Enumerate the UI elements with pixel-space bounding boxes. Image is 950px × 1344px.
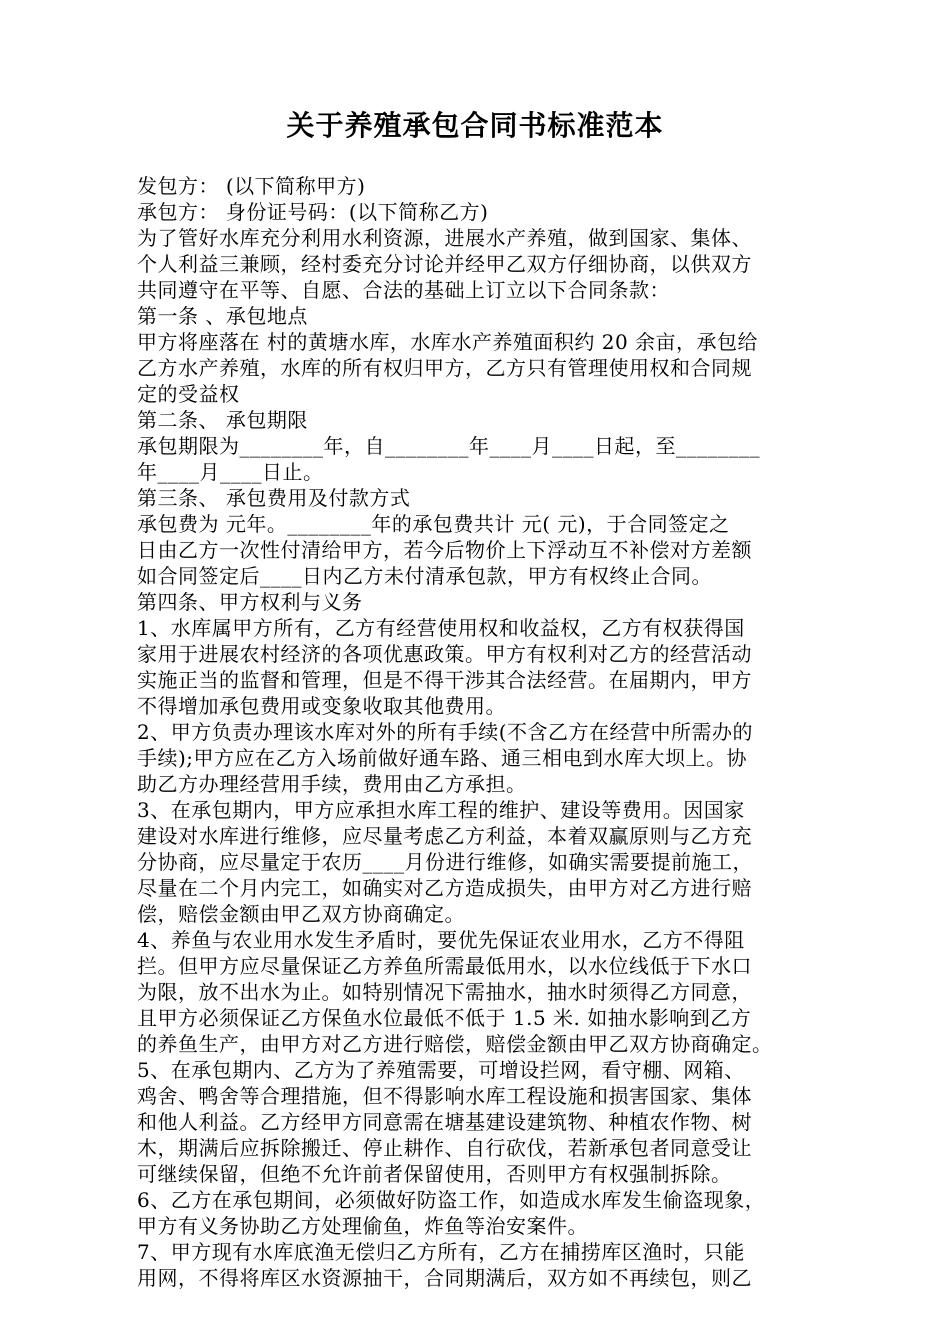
text-line: 为限，放不出水为止。如特别情况下需抽水，抽水时须得乙方同意， <box>137 980 752 1004</box>
text-line: 的养鱼生产，由甲方对乙方进行赔偿，赔偿金额由甲乙双方协商确定。 <box>137 1032 773 1056</box>
text-line: 偿，赔偿金额由甲乙双方协商确定。 <box>137 902 465 926</box>
text-line: 6、乙方在承包期间，必须做好防盗工作，如造成水库发生偷盗现象， <box>137 1188 766 1212</box>
text-line: 实施正当的监督和管理，但是不得干涉其合法经营。在届期内，甲方 <box>137 668 752 692</box>
text-line: 年____月____日止。 <box>137 460 324 484</box>
text-line: 5、在承包期内、乙方为了养殖需要，可增设拦网，看守棚、网箱、 <box>137 1058 745 1082</box>
text-line: 承包费为 元年。________年的承包费共计 元( 元)，于合同签定之 <box>137 512 730 536</box>
text-line: 发包方： (以下简称甲方) <box>137 174 366 198</box>
text-line: 定的受益权 <box>137 382 240 406</box>
text-line: 甲方将座落在 村的黄塘水库，水库水产养殖面积约 20 余亩，承包给 <box>137 330 759 354</box>
text-line: 1、水库属甲方所有，乙方有经营使用权和收益权，乙方有权获得国 <box>137 616 745 640</box>
text-line: 和他人利益。乙方经甲方同意需在塘基建设建筑物、种植农作物、树 <box>137 1110 752 1134</box>
text-line: 为了管好水库充分利用水利资源，进展水产养殖，做到国家、集体、 <box>137 226 752 250</box>
text-line: 木，期满后应拆除搬迁、停止耕作、自行砍伐，若新承包者同意受让 <box>137 1136 752 1160</box>
text-line: 尽量在二个月内完工，如确实对乙方造成损失，由甲方对乙方进行赔 <box>137 876 752 900</box>
text-line: 助乙方办理经营用手续，费用由乙方承担。 <box>137 772 527 796</box>
text-line: 分协商，应尽量定于农历____月份进行维修，如确实需要提前施工， <box>137 850 753 874</box>
text-line: 日由乙方一次性付清给甲方，若今后物价上下浮动互不补偿对方差额 <box>137 538 752 562</box>
text-line: 第四条、甲方权利与义务 <box>137 590 363 614</box>
text-line: 且甲方必须保证乙方保鱼水位最低不低于 1.5 米. 如抽水影响到乙方 <box>137 1006 752 1030</box>
text-line: 用网，不得将库区水资源抽干，合同期满后，双方如不再续包，则乙 <box>137 1266 752 1290</box>
text-line: 个人利益三兼顾，经村委充分讨论并经甲乙双方仔细协商，以供双方 <box>137 252 752 276</box>
text-line: 不得增加承包费用或变象收取其他费用。 <box>137 694 506 718</box>
text-line: 家用于进展农村经济的各项优惠政策。甲方有权利对乙方的经营活动 <box>137 642 752 666</box>
text-line: 鸡舍、鸭舍等合理措施，但不得影响水库工程设施和损害国家、集体 <box>137 1084 752 1108</box>
text-line: 第二条、 承包期限 <box>137 408 308 432</box>
text-line: 第三条、 承包费用及付款方式 <box>137 486 411 510</box>
text-line: 承包期限为________年，自________年____月____日起，至________ <box>137 434 760 458</box>
text-line: 乙方水产养殖，水库的所有权归甲方，乙方只有管理使用权和合同规 <box>137 356 752 380</box>
text-line: 3、在承包期内，甲方应承担水库工程的维护、建设等费用。因国家 <box>137 798 745 822</box>
document-body <box>137 173 817 1291</box>
text-line: 可继续保留，但绝不允许前者保留使用，否则甲方有权强制拆除。 <box>137 1162 732 1186</box>
document-title: 关于养殖承包合同书标准范本 <box>286 109 664 142</box>
text-line: 第一条 、承包地点 <box>137 304 308 328</box>
text-line: 拦。但甲方应尽量保证乙方养鱼所需最低用水，以水位线低于下水口 <box>137 954 752 978</box>
text-line: 甲方有义务协助乙方处理偷鱼，炸鱼等治安案件。 <box>137 1214 588 1238</box>
text-line: 手续);甲方应在乙方入场前做好通车路、通三相电到水库大坝上。协 <box>137 746 748 770</box>
text-line: 承包方： 身份证号码：(以下简称乙方) <box>137 200 489 224</box>
text-line: 4、养鱼与农业用水发生矛盾时，要优先保证农业用水，乙方不得阻 <box>137 928 745 952</box>
text-line: 7、甲方现有水库底渔无偿归乙方所有，乙方在捕捞库区渔时，只能 <box>137 1240 745 1264</box>
text-line: 共同遵守在平等、自愿、合法的基础上订立以下合同条款： <box>137 278 670 302</box>
text-line: 建设对水库进行维修，应尽量考虑乙方利益，本着双赢原则与乙方充 <box>137 824 752 848</box>
text-line: 如合同签定后____日内乙方未付清承包款，甲方有权终止合同。 <box>137 564 712 588</box>
text-line: 2、甲方负责办理该水库对外的所有手续(不含乙方在经营中所需办的 <box>137 720 754 744</box>
